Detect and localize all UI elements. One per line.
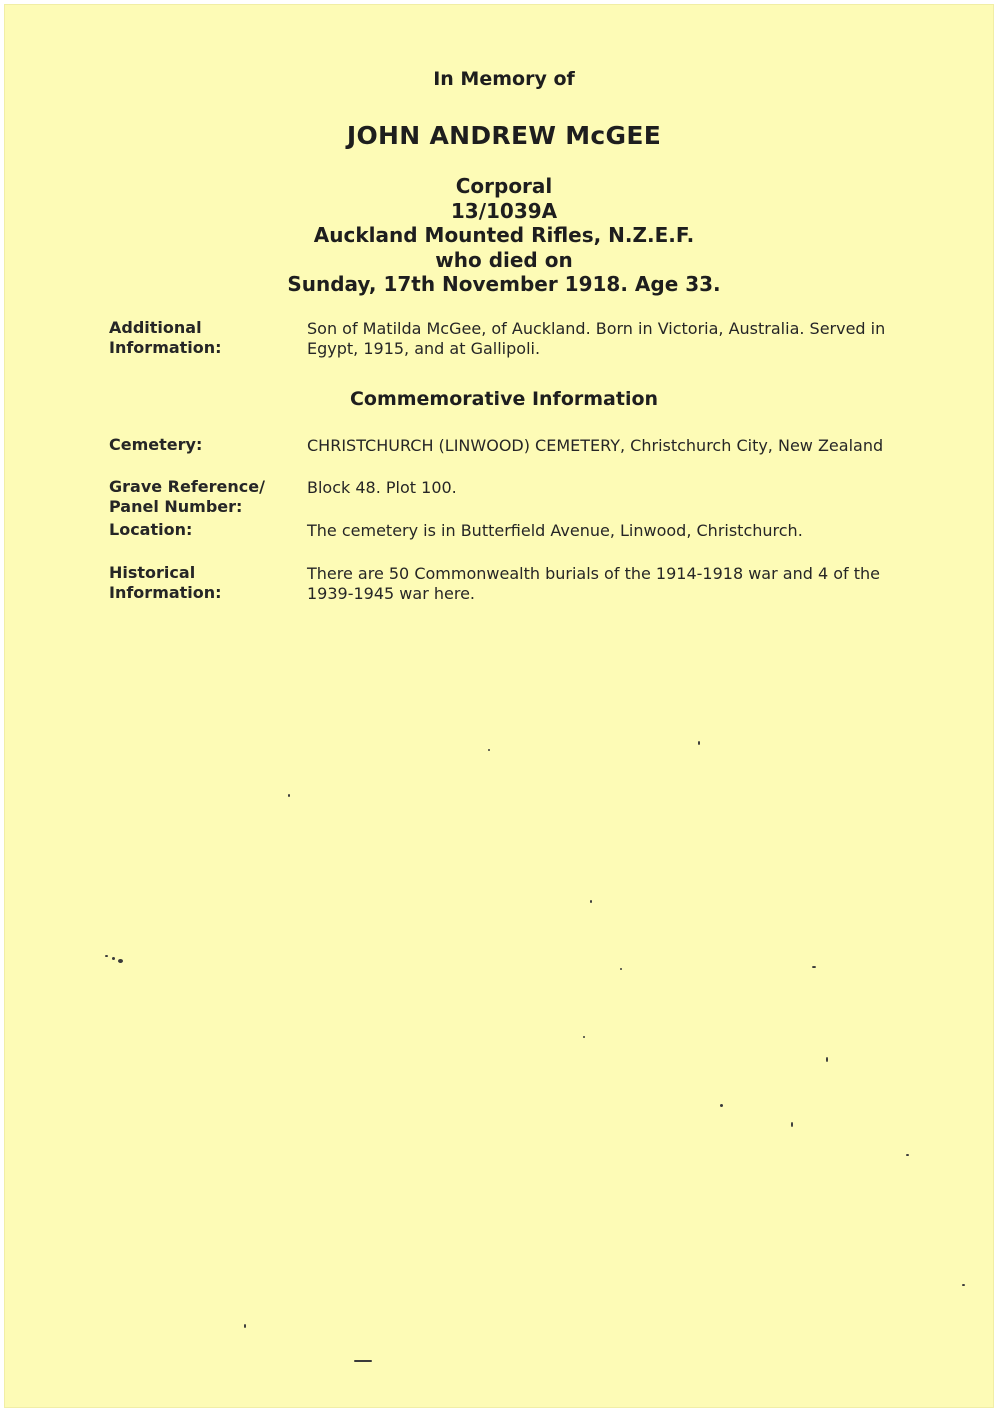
cemetery-label: Cemetery: <box>109 435 203 454</box>
scan-speck <box>105 955 108 957</box>
scan-speck <box>720 1104 723 1107</box>
scan-speck <box>620 968 622 970</box>
location-label: Location: <box>109 520 193 539</box>
additional-information-label <box>109 318 289 358</box>
grave-reference-label <box>109 477 289 517</box>
label-line: Information: <box>109 583 222 602</box>
location-value: The cemetery is in Butterfield Avenue, Linwood, Christchurch. <box>307 521 803 540</box>
scan-speck <box>962 1284 965 1286</box>
scan-speck <box>698 741 700 745</box>
scan-speck <box>112 957 115 960</box>
cemetery-value: CHRISTCHURCH (LINWOOD) CEMETERY, Christchurch City, New Zealand <box>307 436 884 455</box>
scan-speck <box>488 749 490 751</box>
service-number: 13/1039A <box>450 198 558 223</box>
scan-speck <box>118 959 123 963</box>
grave-reference-value: Block 48. Plot 100. <box>307 478 457 497</box>
label-line: Historical <box>109 563 196 582</box>
scan-speck <box>590 900 592 903</box>
scan-speck <box>791 1122 793 1127</box>
label-line: Additional <box>109 318 202 337</box>
scan-speck <box>354 1360 372 1362</box>
scan-speck <box>244 1324 246 1328</box>
historical-information-label <box>109 563 289 603</box>
died-on-label: who died on <box>435 247 573 272</box>
unit: Auckland Mounted Rifles, N.Z.E.F. <box>313 223 695 247</box>
label-line: Information: <box>109 338 222 357</box>
commemorative-information-heading: Commemorative Information <box>349 388 659 410</box>
scan-speck <box>812 966 816 968</box>
label-line: Grave Reference/ <box>109 477 265 496</box>
in-memory-heading: In Memory of <box>433 68 575 90</box>
historical-information-value: There are 50 Commonwealth burials of the 1914-1918 war and 4 of the 1939-1945 war here. <box>307 564 880 603</box>
service-details <box>4 174 1000 297</box>
scan-speck <box>826 1057 828 1062</box>
rank: Corporal <box>455 174 553 198</box>
document-page <box>4 4 994 1408</box>
scan-speck <box>906 1154 909 1156</box>
death-date-age: Sunday, 17th November 1918. Age 33. <box>287 272 721 296</box>
deceased-name: JOHN ANDREW McGEE <box>346 121 662 150</box>
scan-speck <box>583 1036 585 1038</box>
label-line: Panel Number: <box>109 497 243 516</box>
scan-speck <box>288 794 290 797</box>
additional-information-text: Son of Matilda McGee, of Auckland. Born in Victoria, Australia. Served in Egypt, 1915, and at Gallipoli. <box>307 319 886 358</box>
